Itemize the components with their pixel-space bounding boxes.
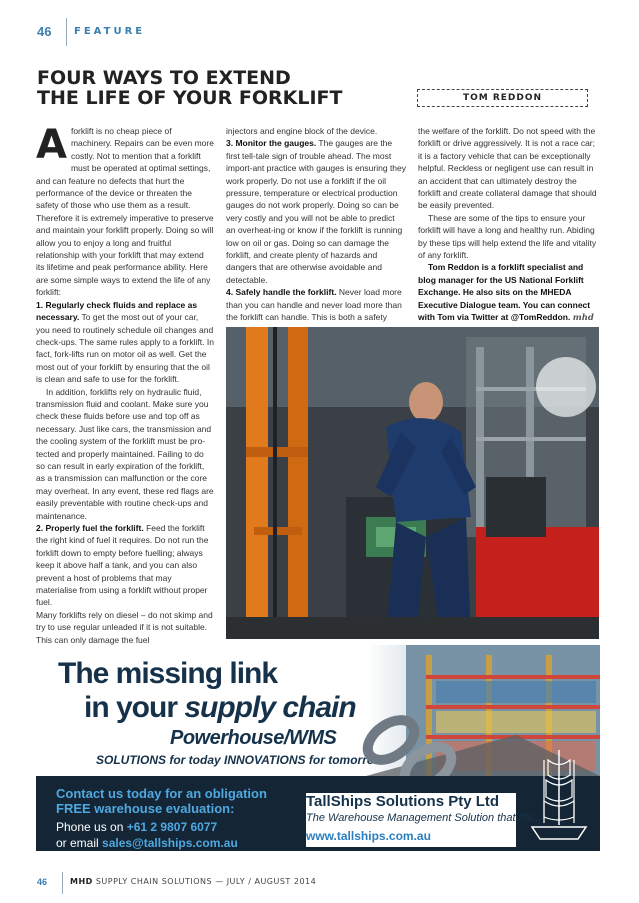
- ad-company-tagline: The Warehouse Management Solution that fits...: [306, 812, 542, 824]
- article-photo-mechanic: [226, 327, 599, 639]
- tip-4-text: Never load more than you can handle and never load more than the forklift can handle. This is both a safety: [226, 287, 402, 323]
- footer-publication: [70, 877, 316, 886]
- footer-divider: [62, 872, 63, 894]
- headline-line-1: FOUR WAYS TO EXTEND: [37, 67, 291, 89]
- article-column-3: [418, 125, 598, 325]
- page-footer: [0, 860, 639, 903]
- author-bio: [418, 261, 598, 324]
- footer-brand: MHD: [70, 877, 93, 886]
- article-column-2: [226, 125, 406, 336]
- author-bio-text: Tom Reddon is a forklift specialist and blog manager for the US National Forklift Exchange. He also sits on the MHEDA Executive Dialogue team. You can connect with Tom via Twitter at @TomReddon.: [418, 262, 591, 323]
- ad-website-link[interactable]: www.tallships.com.au: [306, 829, 431, 843]
- col3-continuation: the welfare of the forklift. Do not speed with the forklift or drive aggressively. It is not a race car; it is a factory vehicle that can be exceptionally helpful. Reckless or negligent use can result in an accident that can ultimately destroy the forklift and create collateral damage that should be easily prevented.: [418, 126, 597, 211]
- tallship-logo-icon: [526, 745, 592, 845]
- mhd-end-mark: mhd: [572, 313, 594, 324]
- ad-phone-line: [56, 819, 267, 835]
- tip-1-heading: 1. Regularly check fluids and replace as necessary.: [36, 299, 198, 323]
- tip-2-heading: 2. Properly fuel the forklift.: [36, 523, 144, 533]
- tip-3-heading: 3. Monitor the gauges.: [226, 138, 317, 149]
- ad-email-line: [56, 835, 267, 851]
- header-divider: [66, 18, 67, 46]
- section-label: FEATURE: [74, 26, 146, 37]
- ad-company-name: TallShips Solutions Pty Ltd: [306, 793, 500, 810]
- fluids-paragraph: In addition, forklifts rely on hydraulic fluid, transmission fluid and coolant. Make sure you check these fluids before use and top off as necessary. Just like cars, the transmission and the cooling system of the forklift must be pro-tected and properly maintained. Failing to do so can result in early expiration of the forklift, as a transmission can malfunction or the core may overheat. In any event, these red flags are easily preventable with routine check-ups and maintenance.: [36, 386, 214, 521]
- tip-4-heading: 4. Safely handle the forklift.: [226, 287, 337, 298]
- tip-2-paragraph: [36, 522, 214, 609]
- ad-product-name: Powerhouse/WMS: [170, 727, 337, 749]
- ad-headline-line-2a: in your: [84, 691, 185, 724]
- tip-2-text: Feed the forklift the right kind of fuel it requires. Do not run the forklift down to empty before fuelling; always keep it above half a tank, and you can also prevent a host of problems that may materialise from using a forklift without proper fuel.: [36, 523, 209, 608]
- ad-contact-line-2: FREE warehouse evaluation:: [56, 801, 235, 816]
- tip-1-text: To get the most out of your car, you need to routinely schedule oil changes and check-ups. The same rules apply to a forklift. In fact, fork-lifts run on motor oil as well. Get the most out of your forklift by ensuring that the oil is clean and safe to use for the forklift.: [36, 312, 214, 385]
- tip-3-text: The gauges are the first tell-tale sign of trouble ahead. The most import-ant practice with gauges is ensuring they work properly. Do not use a forklift if the oil pressure, temperature or electrical production gauges do not work properly. Doing so can be very costly and you will not be able to predict an overheat-ing or know if the forklift is running low on oil or gas. Doing so can damage the forklift, and create plenty of hazards and dangers that are otherwise avoidable and detectable.: [226, 138, 407, 285]
- ad-contact-line-1: Contact us today for an obligation: [56, 786, 267, 801]
- headline-line-2: THE LIFE OF YOUR FORKLIFT: [37, 87, 343, 109]
- footer-issue: SUPPLY CHAIN SOLUTIONS — JULY / AUGUST 2014: [92, 877, 317, 886]
- tip-3-paragraph: [226, 137, 406, 286]
- author-byline: TOM REDDON: [417, 89, 588, 107]
- tip-1-paragraph: [36, 299, 214, 386]
- drop-cap: A: [36, 122, 67, 168]
- page-header: [0, 0, 639, 46]
- diesel-paragraph: Many forklifts rely on diesel – do not skimp and try to use regular unleaded if it is not suitable. This can only damage the fuel: [36, 609, 213, 645]
- ad-email-address[interactable]: sales@tallships.com.au: [102, 836, 238, 850]
- conclusion-paragraph: These are some of the tips to ensure your forklift will have a long and healthy run. Abiding by these tips will help extend the life and vitality of any forklift.: [418, 212, 597, 261]
- photo-illustration: [226, 327, 599, 639]
- intro-paragraph: [36, 122, 214, 299]
- col2-continuation: injectors and engine block of the device.: [226, 126, 378, 136]
- tallships-advertisement: [36, 645, 600, 851]
- footer-page-number: 46: [37, 877, 48, 887]
- ad-headline-line-1: The missing link: [58, 657, 278, 690]
- article-headline: [37, 68, 417, 108]
- ad-contact-info: [56, 786, 267, 851]
- article-column-1: [36, 122, 214, 646]
- ad-phone-number[interactable]: +61 2 9807 6077: [126, 820, 218, 834]
- page-number: 46: [37, 24, 52, 39]
- ad-slogan: SOLUTIONS for today INNOVATIONS for tomorrow: [96, 753, 384, 767]
- ad-email-label: or email: [56, 836, 103, 850]
- intro-text: forklift is no cheap piece of machinery. Repairs can be even more costly. Not to mention that a forklift must be operated at optimal settings, and can feature no defects that hurt the performance of the device or threaten the safety of those who use them as a result. Therefore it is extremely imperative to preserve and maintain your forklift properly. Doing so will allow you to enjoy a long and fruitful relationship with your forklift that may extend its lifetime and peak performance ability. Here are some simple ways to extend the life of any forklift:: [36, 126, 214, 298]
- ad-phone-label: Phone us on: [56, 820, 127, 834]
- ad-headline-line-2b: supply chain: [184, 691, 356, 724]
- ad-headline-line-2: [84, 691, 356, 725]
